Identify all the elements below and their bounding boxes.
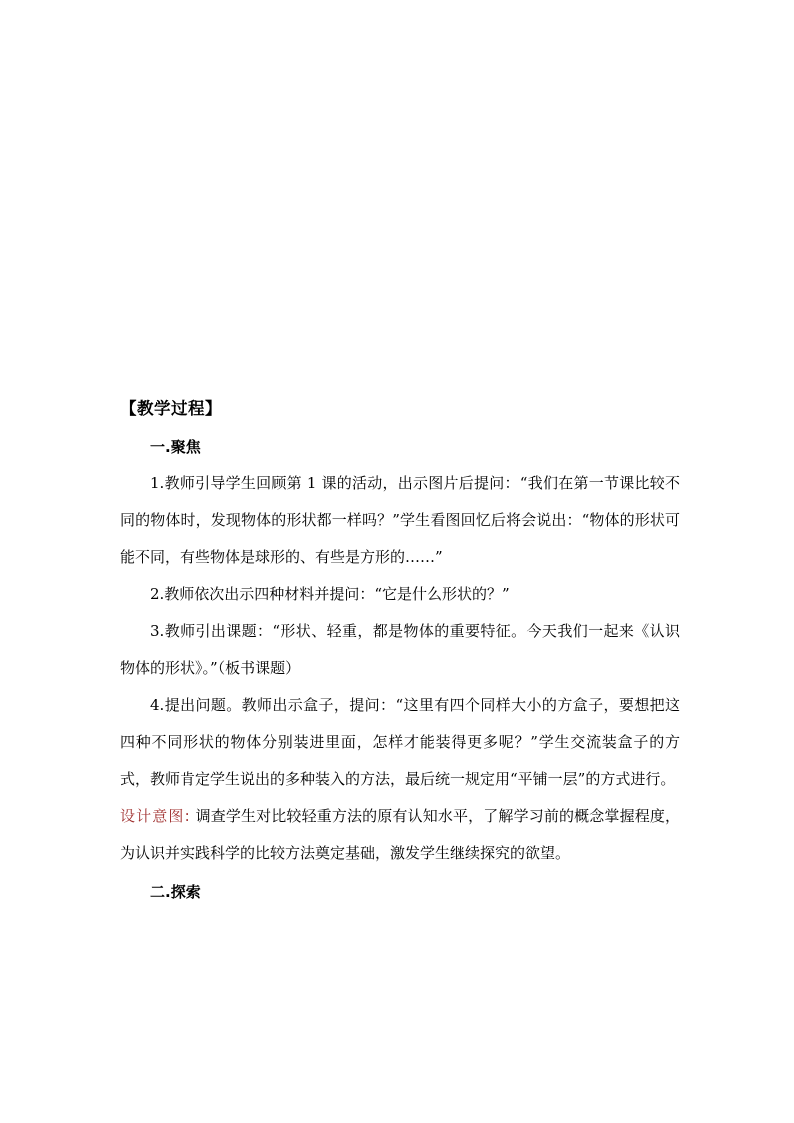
part-two-heading: 二.探索 (150, 883, 201, 901)
section-title: 【教学过程】 (120, 399, 222, 418)
paragraph-3: 3.教师引出课题：“形状、轻重，都是物体的重要特征。今天我们一起来《认识物体的形状》。”（板书课题） (120, 622, 680, 677)
design-intent-label: 设计意图: (120, 807, 191, 825)
design-intent-paragraph (120, 798, 680, 872)
design-intent-text: 调查学生对比较轻重方法的原有认知水平，了解学习前的概念掌握程度，为认识并实践科学的比较方法奠定基础，激发学生继续探究的欲望。 (120, 807, 680, 862)
paragraph-4: 4.提出问题。教师出示盒子，提问：“这里有四个同样大小的方盒子，要想把这四种不同形状的物体分别装进里面，怎样才能装得更多呢？”学生交流装盒子的方式，教师肯定学生说出的多种装入的方法，最后统一规定用“平铺一层”的方式进行。 (120, 696, 680, 788)
part-one-heading: 一.聚焦 (150, 438, 201, 456)
document-body (120, 393, 680, 910)
paragraph-1: 1.教师引导学生回顾第 1 课的活动，出示图片后提问：“我们在第一节课比较不同的物体时，发现物体的形状都一样吗？”学生看图回忆后将会说出：“物体的形状可能不同，有些物体是球形的、有些是方形的……” (120, 474, 680, 566)
paragraph-2: 2.教师依次出示四种材料并提问：“它是什么形状的？” (150, 585, 510, 603)
